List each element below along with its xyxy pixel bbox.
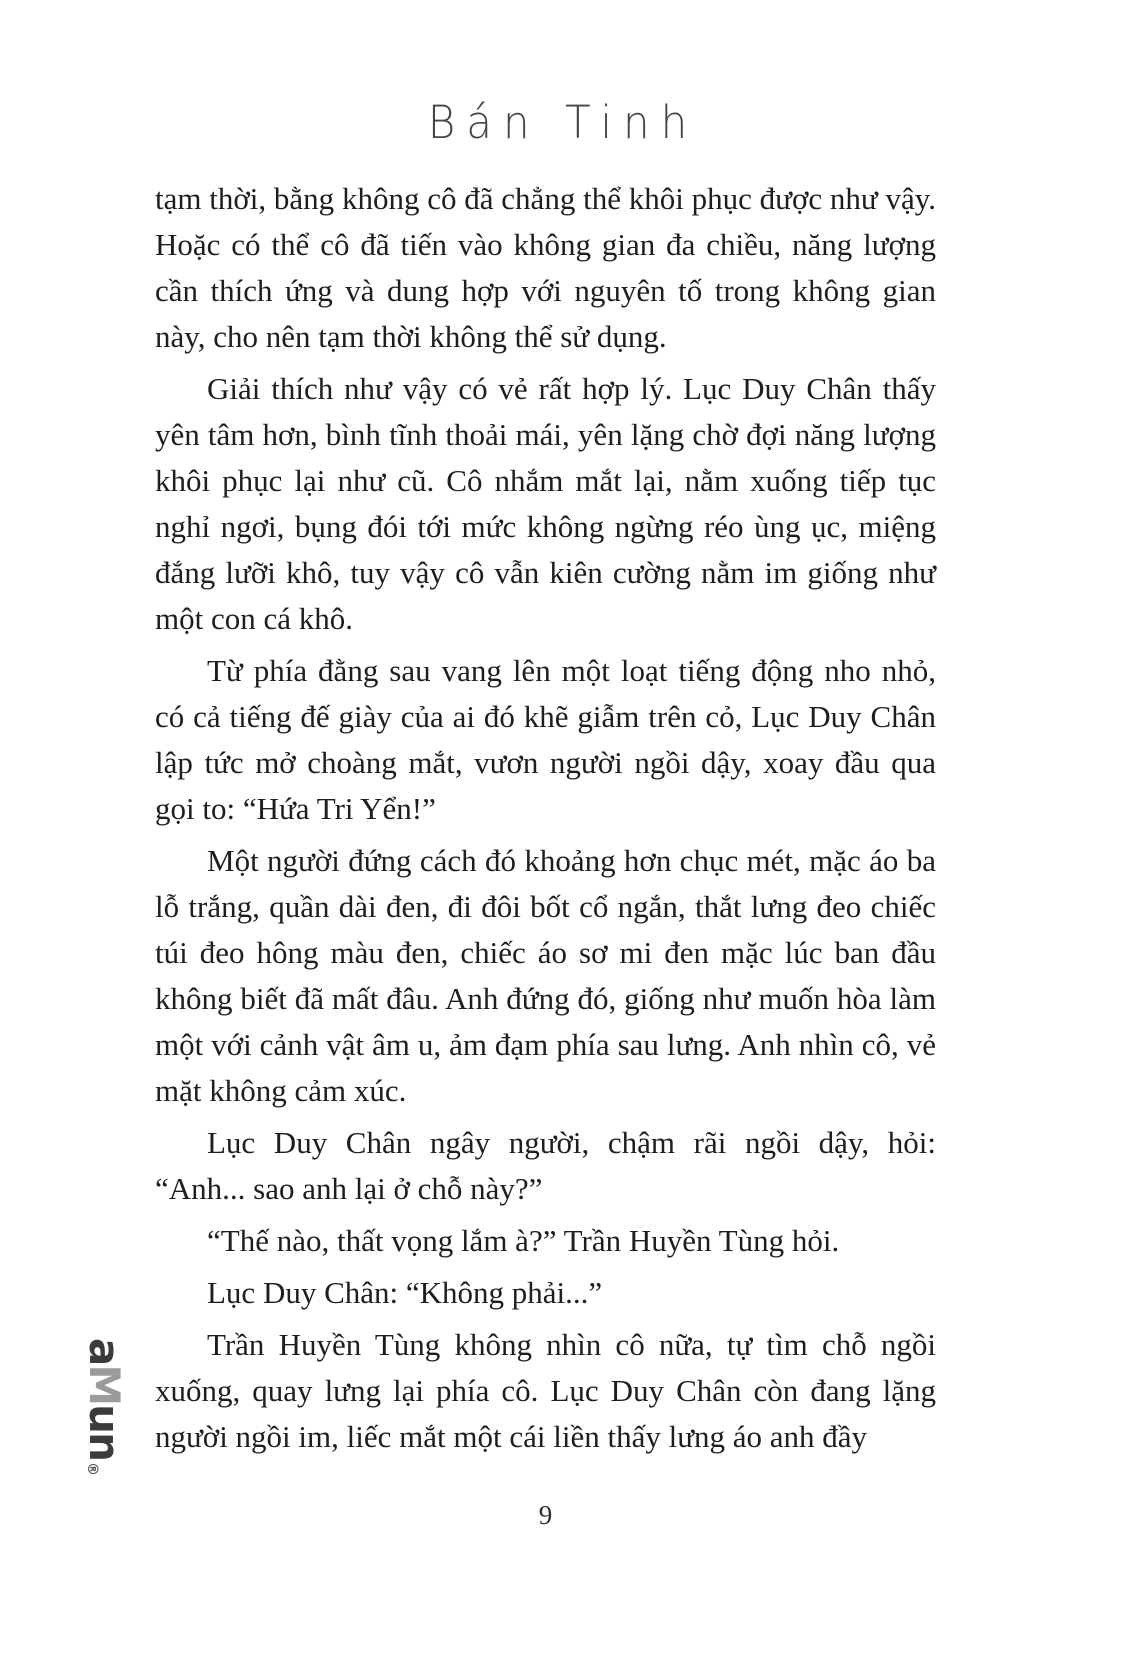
publisher-logo-text: [82, 1332, 128, 1482]
paragraph: Một người đứng cách đó khoảng hơn chục mét, mặc áo ba lỗ trắng, quần dài đen, đi đôi bốt cổ ngắn, thắt lưng đeo chiếc túi đeo hông màu đen, chiếc áo sơ mi đen mặc lúc ban đầu không biết đã mất đâu. Anh đứng đó, giống như muốn hòa làm một với cảnh vật âm u, ảm đạm phía sau lưng. Anh nhìn cô, vẻ mặt không cảm xúc.: [155, 843, 936, 1108]
logo-letter-m: M: [80, 1364, 130, 1405]
logo-letter-u: u: [80, 1404, 130, 1433]
paragraph: Lục Duy Chân: “Không phải...”: [207, 1275, 603, 1310]
running-head-title: Bán Tinh: [427, 96, 699, 149]
paragraph: tạm thời, bằng không cô đã chẳng thể khôi phục được như vậy. Hoặc có thể cô đã tiến vào không gian đa chiều, năng lượng cần thích ứng và dung hợp với nguyên tố trong không gian này, cho nên tạm thời không thể sử dụng.: [155, 181, 936, 354]
paragraph: Lục Duy Chân ngây người, chậm rãi ngồi dậy, hỏi: “Anh... sao anh lại ở chỗ này?”: [155, 1125, 936, 1206]
publisher-logo: [80, 1338, 130, 1476]
paragraph: “Thế nào, thất vọng lắm à?” Trần Huyền Tùng hỏi.: [207, 1223, 840, 1258]
paragraph: Giải thích như vậy có vẻ rất hợp lý. Lục Duy Chân thấy yên tâm hơn, bình tĩnh thoải mái, yên lặng chờ đợi năng lượng khôi phục lại như cũ. Cô nhắm mắt lại, nằm xuống tiếp tục nghỉ ngơi, bụng đói tới mức không ngừng réo ùng ục, miệng đắng lưỡi khô, tuy vậy cô vẫn kiên cường nằm im giống như một con cá khô.: [155, 371, 936, 636]
page-number: 9: [538, 1500, 553, 1530]
paragraph: Trần Huyền Tùng không nhìn cô nữa, tự tìm chỗ ngồi xuống, quay lưng lại phía cô. Lục Duy Chân còn đang lặng người ngồi im, liếc mắt một cái liền thấy lưng áo anh đầy: [155, 1327, 936, 1454]
body-text-block: [155, 176, 936, 1460]
registered-trademark-icon: ®: [84, 1461, 100, 1476]
logo-letter-n: n: [80, 1432, 130, 1460]
paragraph: Từ phía đằng sau vang lên một loạt tiếng động nho nhỏ, có cả tiếng đế giày của ai đó khẽ giẫm trên cỏ, Lục Duy Chân lập tức mở choàng mắt, vươn người ngồi dậy, xoay đầu qua gọi to: “Hứa Tri Yển!”: [155, 653, 936, 826]
logo-letter-a: a: [80, 1338, 130, 1365]
